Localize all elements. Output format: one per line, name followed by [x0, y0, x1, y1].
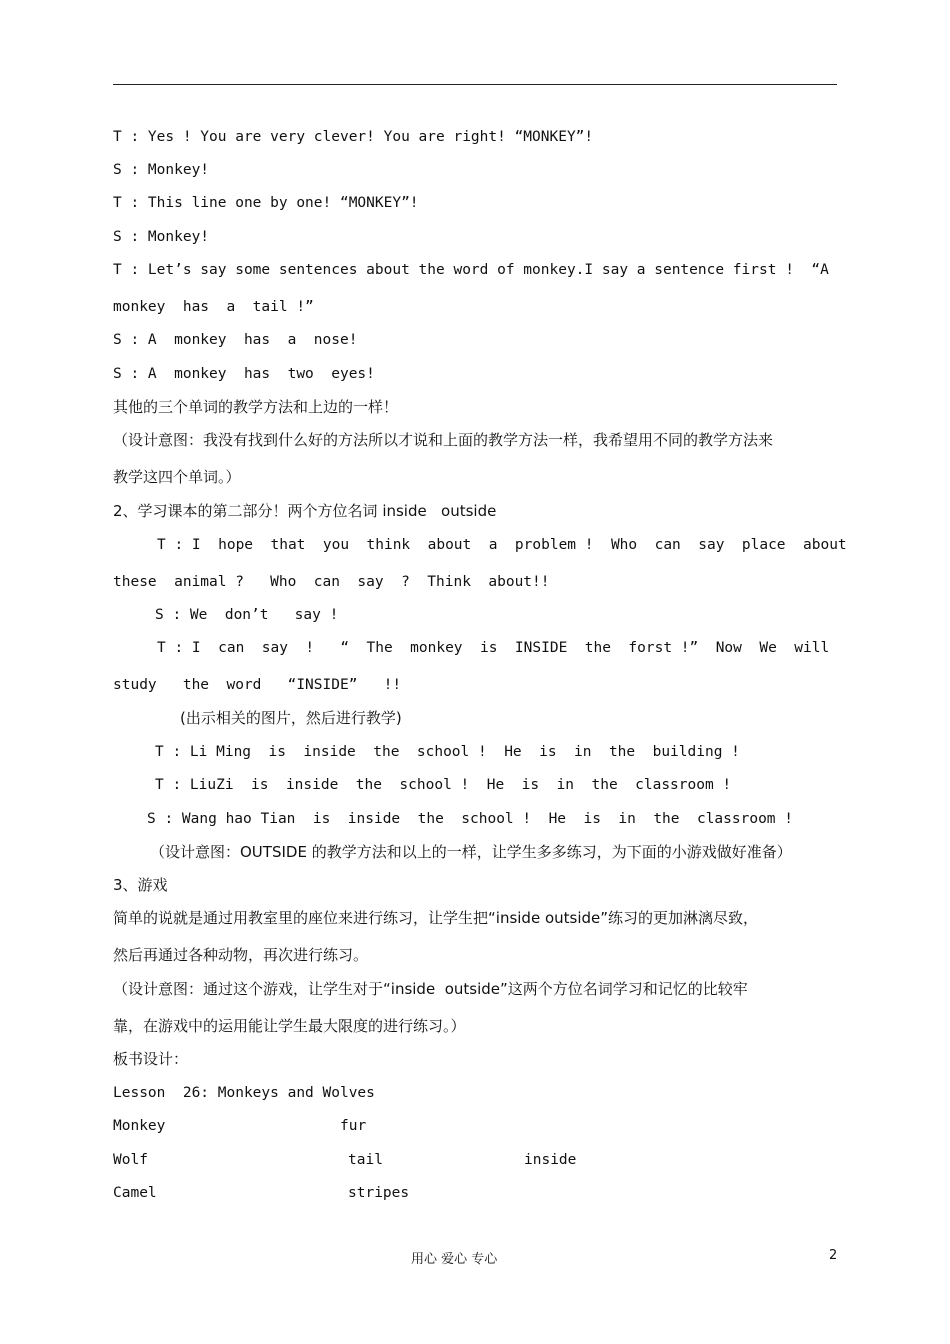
section-heading: 板书设计：: [113, 1050, 189, 1068]
dialogue-line: T : This line one by one! “MONKEY”!: [113, 195, 419, 211]
dialogue-line: T : Yes ! You are very clever! You are right! “MONKEY”!: [113, 129, 594, 145]
dialogue-line: these animal ? Who can say ? Think about!!: [113, 574, 550, 590]
dialogue-line: T : LiuZi is inside the school ! He is in the classroom !: [155, 777, 732, 793]
dialogue-line: study the word “INSIDE” !!: [113, 677, 402, 693]
dialogue-line: T : I can say ! “ The monkey is INSIDE the forst !” Now We will: [157, 640, 830, 656]
dialogue-line: S : Monkey!: [113, 229, 210, 245]
design-intent-note: 教学这四个单词。）: [113, 468, 241, 486]
dialogue-line: monkey has a tail !”: [113, 299, 314, 315]
board-word: Camel: [113, 1185, 157, 1201]
section-heading: 3、游戏: [113, 876, 168, 894]
note-paragraph: 然后再通过各种动物，再次进行练习。: [113, 946, 369, 964]
board-word: Monkey: [113, 1118, 166, 1134]
board-word: stripes: [348, 1185, 410, 1201]
page-number: 2: [829, 1248, 838, 1263]
dialogue-line: T : I hope that you think about a problem ! Who can say place about: [157, 537, 847, 553]
section-heading: 2、学习课本的第二部分！两个方位名词 inside outside: [113, 502, 497, 520]
board-word: inside: [524, 1152, 577, 1168]
dialogue-line: S : Monkey!: [113, 162, 210, 178]
note-paragraph: 其他的三个单词的教学方法和上边的一样！: [113, 398, 399, 416]
design-intent-note: （设计意图：我没有找到什么好的方法所以才说和上面的教学方法一样，我希望用不同的教学方法来: [113, 431, 774, 449]
footer-motto: 用心 爱心 专心: [411, 1252, 498, 1267]
header-rule: [113, 84, 837, 85]
dialogue-line: S : Wang hao Tian is inside the school ! He is in the classroom !: [147, 811, 794, 827]
board-word: tail: [348, 1152, 383, 1168]
board-word: fur: [340, 1118, 367, 1134]
board-title: Lesson 26: Monkeys and Wolves: [113, 1085, 375, 1101]
dialogue-line: T : Let’s say some sentences about the word of monkey.I say a sentence first ! “A: [113, 262, 829, 278]
dialogue-line: S : A monkey has two eyes!: [113, 366, 375, 382]
note-paragraph: (出示相关的图片，然后进行教学): [180, 709, 402, 727]
note-paragraph: 简单的说就是通过用教室里的座位来进行练习，让学生把“inside outside”练习的更加淋漓尽致，: [113, 909, 759, 927]
design-intent-note: （设计意图：通过这个游戏，让学生对于“inside outside”这两个方位名词学习和记忆的比较牢: [113, 980, 748, 998]
design-intent-note: 靠，在游戏中的运用能让学生最大限度的进行练习。）: [113, 1017, 466, 1035]
design-intent-note: （设计意图：OUTSIDE 的教学方法和以上的一样，让学生多多练习，为下面的小游戏做好准备）: [150, 843, 792, 861]
dialogue-line: S : We don’t say !: [155, 607, 339, 623]
board-word: Wolf: [113, 1152, 148, 1168]
dialogue-line: S : A monkey has a nose!: [113, 332, 358, 348]
dialogue-line: T : Li Ming is inside the school ! He is in the building !: [155, 744, 740, 760]
